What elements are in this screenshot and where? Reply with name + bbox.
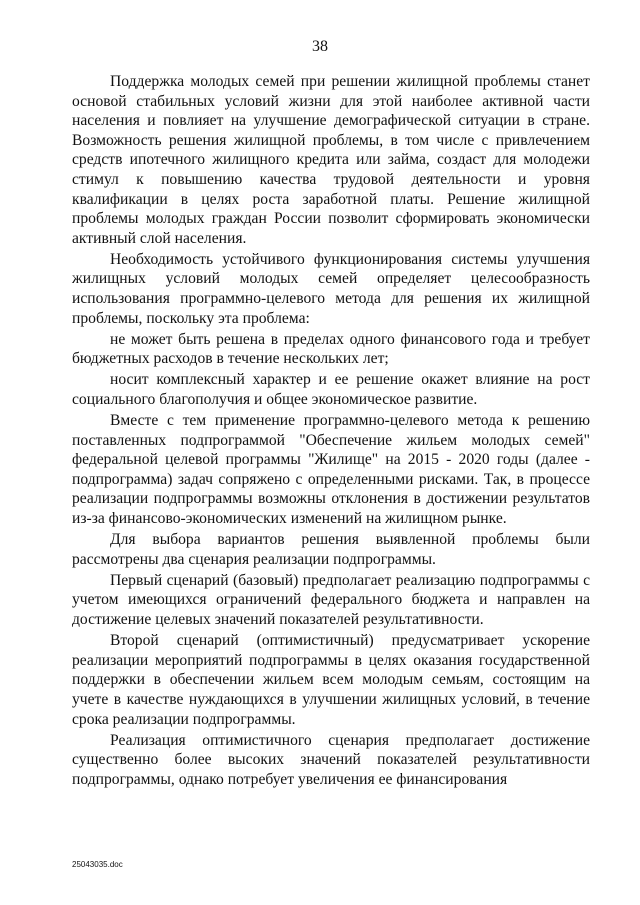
list-item: не может быть решена в пределах одного финансового года и требует бюджетных расходов в течение нескольких лет; bbox=[72, 330, 590, 368]
page-number: 38 bbox=[312, 38, 328, 55]
paragraph: Вместе с тем применение программно-целевого метода к решению поставленных подпрограммой "Обеспечение жильем молодых семей" федеральной целевой программы "Жилище" на 2015 - 2020 годы (далее - подпрограмма) задач сопряжено с определенными рисками. Так, в процессе реализации подпрограммы возможны отклонения в достижении результатов из-за финансово-экономических изменений на жилищном рынке. bbox=[72, 412, 590, 528]
paragraph: Реализация оптимистичного сценария предполагает достижение существенно более высоких значений показателей результативности подпрограммы, однако потребует увеличения ее финансирования bbox=[72, 731, 590, 788]
document-body bbox=[72, 72, 590, 791]
list-item: носит комплексный характер и ее решение окажет влияние на рост социального благополучия и общее экономическое развитие. bbox=[72, 371, 590, 408]
paragraph: Необходимость устойчивого функционирования системы улучшения жилищных условий молодых семей определяет целесообразность использования программно-целевого метода для решения их жилищной проблемы, поскольку эта проблема: bbox=[72, 250, 590, 327]
paragraph: Первый сценарий (базовый) предполагает реализацию подпрограммы с учетом имеющихся ограничений федерального бюджета и направлен на достижение целевых значений показателей результативности. bbox=[72, 571, 590, 629]
paragraph: Поддержка молодых семей при решении жилищной проблемы станет основой стабильных условий жизни для этой наиболее активной части населения и повлияет на улучшение демографической ситуации в стране. Возможность решения жилищной проблемы, в том числе с привлечением средств ипотечного жилищного кредита или займа, создаст для молодежи стимул к повышению качества трудовой деятельности и уровня квалификации в целях роста заработной платы. Решение жилищной проблемы молодых граждан России позволит сформировать экономически активный слой населения. bbox=[72, 73, 590, 247]
paragraph: Для выбора вариантов решения выявленной проблемы были рассмотрены два сценария реализации подпрограммы. bbox=[72, 531, 590, 568]
paragraph: Второй сценарий (оптимистичный) предусматривает ускорение реализации мероприятий подпрограммы в целях оказания государственной поддержки в обеспечении жильем всем молодым семьям, состоящим на учете в качестве нуждающихся в улучшении жилищных условий, в течение срока реализации подпрограммы. bbox=[72, 632, 590, 728]
footer-filename: 25043035.doc bbox=[72, 860, 123, 869]
